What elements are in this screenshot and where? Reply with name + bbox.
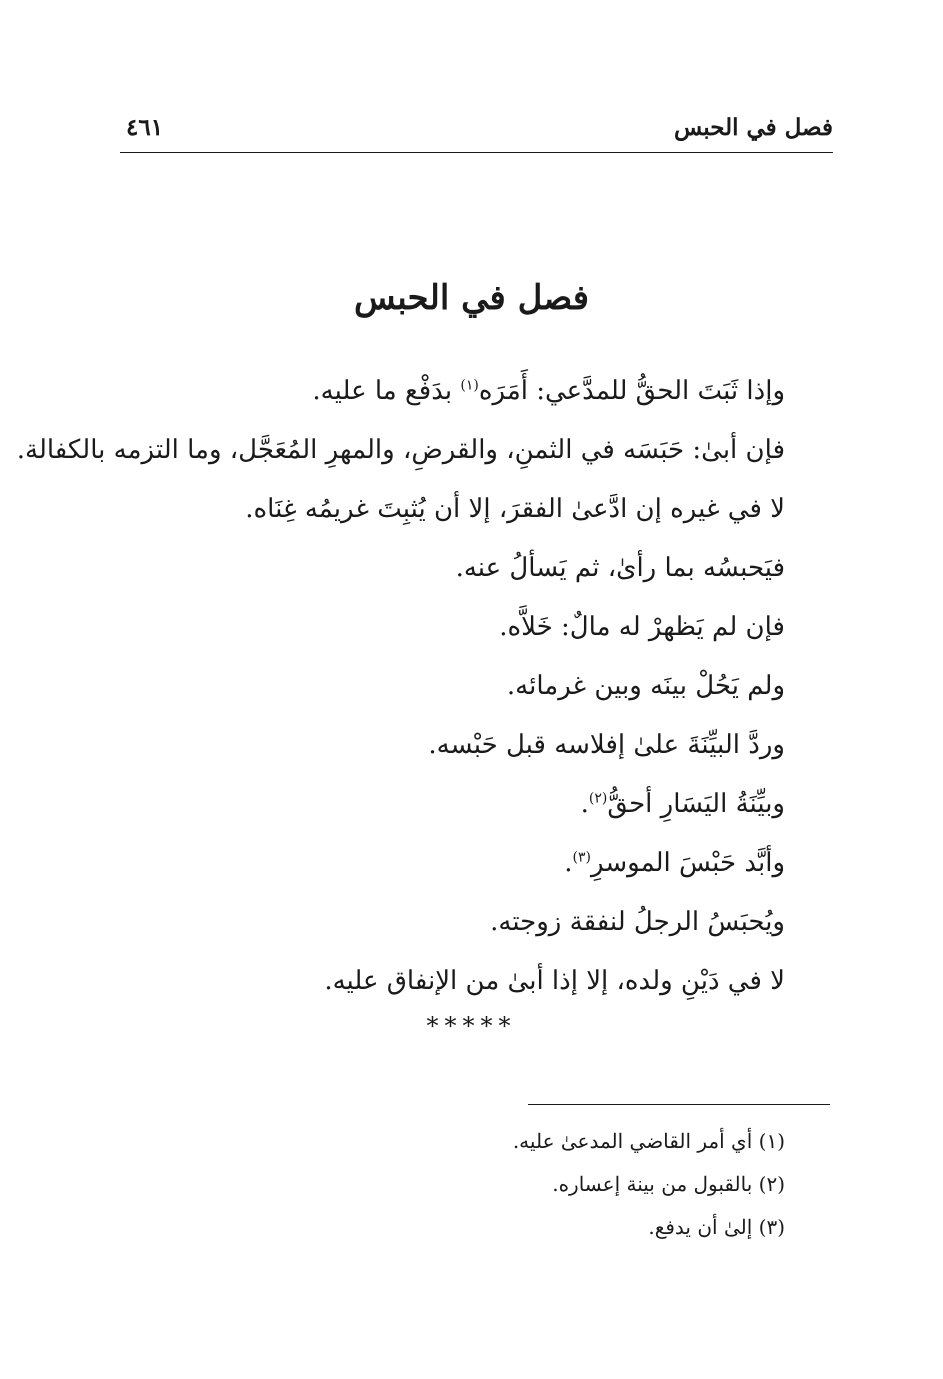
footnote: (٢) بالقبول من بينة إعساره. [552,1172,785,1196]
text-line: فيَحبسُه بما رأىٰ، ثم يَسألُ عنه. [455,553,785,583]
page-number: ٤٦١ [126,114,164,141]
running-header [120,112,833,153]
text-line: وأبَّد حَبْسَ الموسرِ$^{(٣)}$. [564,848,785,878]
section-separator: ***** [426,1012,517,1040]
footnote: (١) أي أمر القاضي المدعىٰ عليه. [512,1129,785,1153]
footnote-rule [528,1104,830,1105]
text-line: لا في غيره إن ادَّعىٰ الفقرَ، إلا أن يُثبِتَ غريمُه غِنَاه. [245,494,785,524]
text-line: لا في دَيْنِ ولده، إلا إذا أبىٰ من الإنفاق عليه. [324,966,785,996]
text-line: وبيِّنَةُ اليَسَارِ أحقُّ$^{(٢)}$. [580,789,785,819]
running-title: فصل في الحبس [673,114,833,141]
body-text [16,362,785,1011]
text-line: وردَّ البيِّنَةَ علىٰ إفلاسه قبل حَبْسه. [428,730,785,760]
chapter-title: فصل في الحبس [353,278,590,318]
text-line: ولم يَحُلْ بينَه وبين غرمائه. [506,671,785,701]
footnote-marker: (٣) [572,849,591,866]
text-line: ويُحبَسُ الرجلُ لنفقة زوجته. [490,907,785,937]
text-line: فإن لم يَظهرْ له مالٌ: خَلاَّه. [499,612,785,642]
footnote-marker: (٢) [588,790,608,807]
text-line: فإن أبىٰ: حَبَسَه في الثمنِ، والقرضِ، والمهرِ المُعَجَّل، وما التزمه بالكفالة. [16,435,785,465]
footnote: (٣) إلىٰ أن يدفع. [648,1215,785,1239]
text-line: وإذا ثَبَتَ الحقُّ للمدَّعي: أَمَرَه$^{(١)}$ بدَفْع ما عليه. [312,376,785,406]
footnotes [185,1120,785,1249]
footnote-marker: (١) [460,377,479,394]
